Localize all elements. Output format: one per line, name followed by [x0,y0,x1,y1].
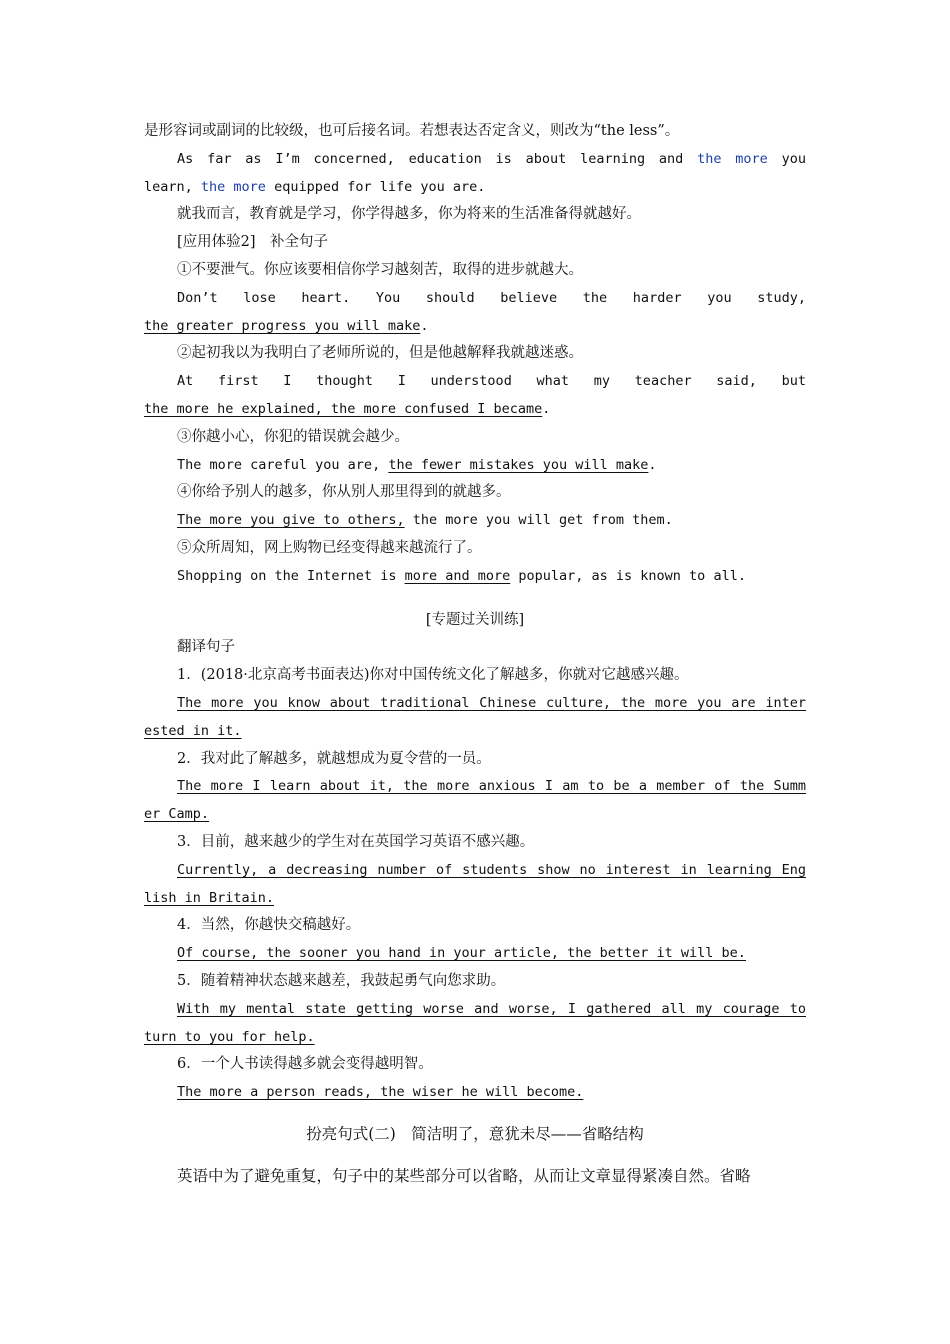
training-item-cn: 1．(2018·北京高考书面表达)你对中国传统文化了解越多，你就对它越感兴趣。 [177,667,689,684]
training-item-cn: 2．我对此了解越多，就越想成为夏令营的一员。 [177,750,491,767]
training-item-cn: 3．目前，越来越少的学生对在英国学习英语不感兴趣。 [177,833,535,850]
training-item-en-cont: turn to you for help. [144,1028,315,1045]
training-item-en: With my mental state getting worse and worse, I gathered all my courage to [177,1000,806,1017]
answer-rest: popular, as is known to all. [510,567,746,584]
answer-rest: . [648,456,657,473]
answer-rest: . [542,400,551,417]
practice-item-cn: ⑤众所周知，网上购物已经变得越来越流行了。 [177,539,482,556]
answer-pre: The more careful you are, [177,456,389,473]
training-item-cn: 5．随着精神状态越来越差，我鼓起勇气向您求助。 [177,972,506,989]
answer-underlined: the greater progress you will make [144,317,421,334]
example-text: learn, [144,178,201,195]
training-item-cn: 4．当然，你越快交稿越好。 [177,917,361,934]
answer-pre: Shopping on the Internet is [177,567,405,584]
practice-item-cn: ②起初我以为我明白了老师所说的，但是他越解释我就越迷惑。 [177,345,583,362]
practice-item-answer [144,563,806,591]
practice-item-en: At first I thought I understood what my teacher said, but [177,373,806,390]
training-item-en-cont: ested in it. [144,722,242,739]
answer-underlined: the fewer mistakes you will make [388,456,649,473]
training-item-en-cont: er Camp. [144,806,210,823]
intro-tail: 是形容词或副词的比较级，也可后接名词。若想表达否定含义，则改为“the less”。 [144,123,680,139]
training-item-en: The more I learn about it, the more anxious I am to be a member of the Summ [177,778,806,795]
practice-item-en: Don’t lose heart. You should believe the harder you study, [177,289,806,306]
training-item-en-cont: lish in Britain. [144,889,275,906]
practice-item-answer [144,507,806,535]
training-item-en: The more a person reads, the wiser he will become. [177,1084,584,1101]
example-text: As far as I’m concerned, education is about learning and [177,150,698,167]
training-item-en: Of course, the sooner you hand in your article, the better it will be. [177,945,746,962]
section2-title: 扮亮句式(二) 简洁明了，意犹未尽——省略结构 [306,1124,644,1143]
training-item-en: The more you know about traditional Chinese culture, the more you are inter [177,694,806,711]
practice-item-cn: ③你越小心，你犯的错误就会越少。 [177,428,409,445]
example-line-1 [144,146,806,174]
training-title: [专题过关训练] [425,611,525,628]
highlight-the-more: the more [200,178,266,195]
practice-item-answer [144,452,806,480]
section2-body: 英语中为了避免重复，句子中的某些部分可以省略，从而让文章显得紧凑自然。省略 [177,1166,751,1185]
training-item-cn: 6．一个人书读得越多就会变得越明智。 [177,1056,433,1073]
highlight-the-more: the more [697,150,768,167]
practice-item-cn: ④你给予别人的越多，你从别人那里得到的就越多。 [177,484,511,501]
training-subtitle: 翻译句子 [177,639,235,656]
example-text: you [767,150,806,167]
practice-item-answer [144,396,806,424]
example-line-2 [144,174,806,202]
answer-rest: . [420,317,429,334]
practice-heading: [应用体验2] 补全句子 [177,234,329,251]
training-item-en: Currently, a decreasing number of students show no interest in learning Eng [177,861,806,878]
answer-underlined: The more you give to others, [177,512,405,529]
example-text: equipped for life you are. [265,178,486,195]
answer-rest: the more you will get from them. [404,512,673,529]
practice-item-answer [144,313,806,341]
document-page [144,118,806,1190]
answer-underlined: the more he explained, the more confused I became [144,400,543,417]
practice-item-cn: ①不要泄气。你应该要相信你学习越刻苦，取得的进步就越大。 [177,261,583,278]
example-translation: 就我而言，教育就是学习，你学得越多，你为将来的生活准备得就越好。 [177,206,641,223]
answer-underlined: more and more [404,567,511,584]
